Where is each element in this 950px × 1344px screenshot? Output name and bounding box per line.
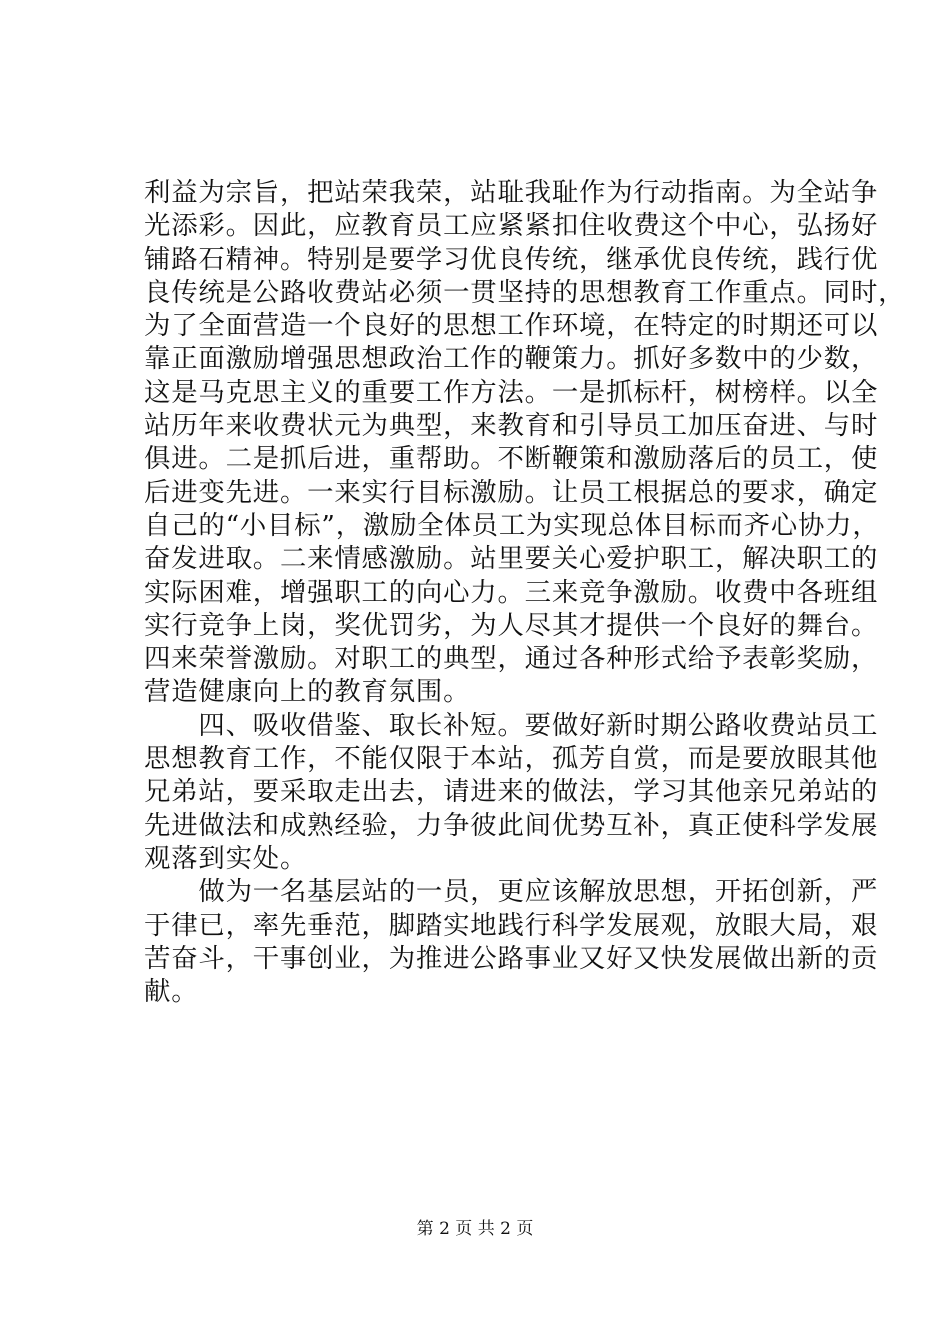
text-line: 先进做法和成熟经验，力争彼此间优势互补，真正使科学发展 <box>144 809 879 841</box>
text-line: 铺路石精神。特别是要学习优良传统，继承优良传统，践行优 <box>144 243 879 275</box>
page-number: 第 2 页 共 2 页 <box>416 1219 534 1239</box>
text-line: 俱进。二是抓后进，重帮助。不断鞭策和激励落后的员工，使 <box>144 443 879 475</box>
text-line: 思想教育工作，不能仅限于本站，孤芳自赏，而是要放眼其他 <box>144 743 879 775</box>
page-footer <box>0 1214 950 1239</box>
text-line: 四来荣誉激励。对职工的典型，通过各种形式给予表彰奖励， <box>144 643 879 675</box>
text-line: 站历年来收费状元为典型，来教育和引导员工加压奋进、与时 <box>144 410 879 442</box>
text-line: 为了全面营造一个良好的思想工作环境，在特定的时期还可以 <box>144 310 879 342</box>
text-line: 献。 <box>144 976 199 1008</box>
text-line: 后进变先进。一来实行目标激励。让员工根据总的要求，确定 <box>144 476 879 508</box>
text-line: 四、吸收借鉴、取长补短。要做好新时期公路收费站员工 <box>144 709 879 741</box>
text-line: 实际困难，增强职工的向心力。三来竞争激励。收费中各班组 <box>144 576 879 608</box>
text-line: 兄弟站，要采取走出去，请进来的做法，学习其他亲兄弟站的 <box>144 776 879 808</box>
text-line: 靠正面激励增强思想政治工作的鞭策力。抓好多数中的少数， <box>144 343 879 375</box>
text-line: 光添彩。因此，应教育员工应紧紧扣住收费这个中心，弘扬好 <box>144 210 879 242</box>
text-line: 于律已，率先垂范，脚踏实地践行科学发展观，放眼大局，艰 <box>144 909 879 941</box>
text-line: 营造健康向上的教育氛围。 <box>144 676 471 708</box>
text-line: 这是马克思主义的重要工作方法。一是抓标杆，树榜样。以全 <box>144 376 879 408</box>
document-body <box>144 176 906 1008</box>
text-line: 做为一名基层站的一员，更应该解放思想，开拓创新，严 <box>144 876 879 908</box>
text-line: 奋发进取。二来情感激励。站里要关心爱护职工，解决职工的 <box>144 543 879 575</box>
text-line: 良传统是公路收费站必须一贯坚持的思想教育工作重点。同时， <box>144 276 906 308</box>
text-line: 苦奋斗，干事创业，为推进公路事业又好又快发展做出新的贡 <box>144 942 879 974</box>
text-line: 实行竞争上岗，奖优罚劣，为人尽其才提供一个良好的舞台。 <box>144 609 879 641</box>
text-line: 利益为宗旨，把站荣我荣，站耻我耻作为行动指南。为全站争 <box>144 177 879 208</box>
text-line: 自己的“小目标”，激励全体员工为实现总体目标而齐心协力， <box>144 509 880 541</box>
text-line: 观落到实处。 <box>144 842 308 874</box>
